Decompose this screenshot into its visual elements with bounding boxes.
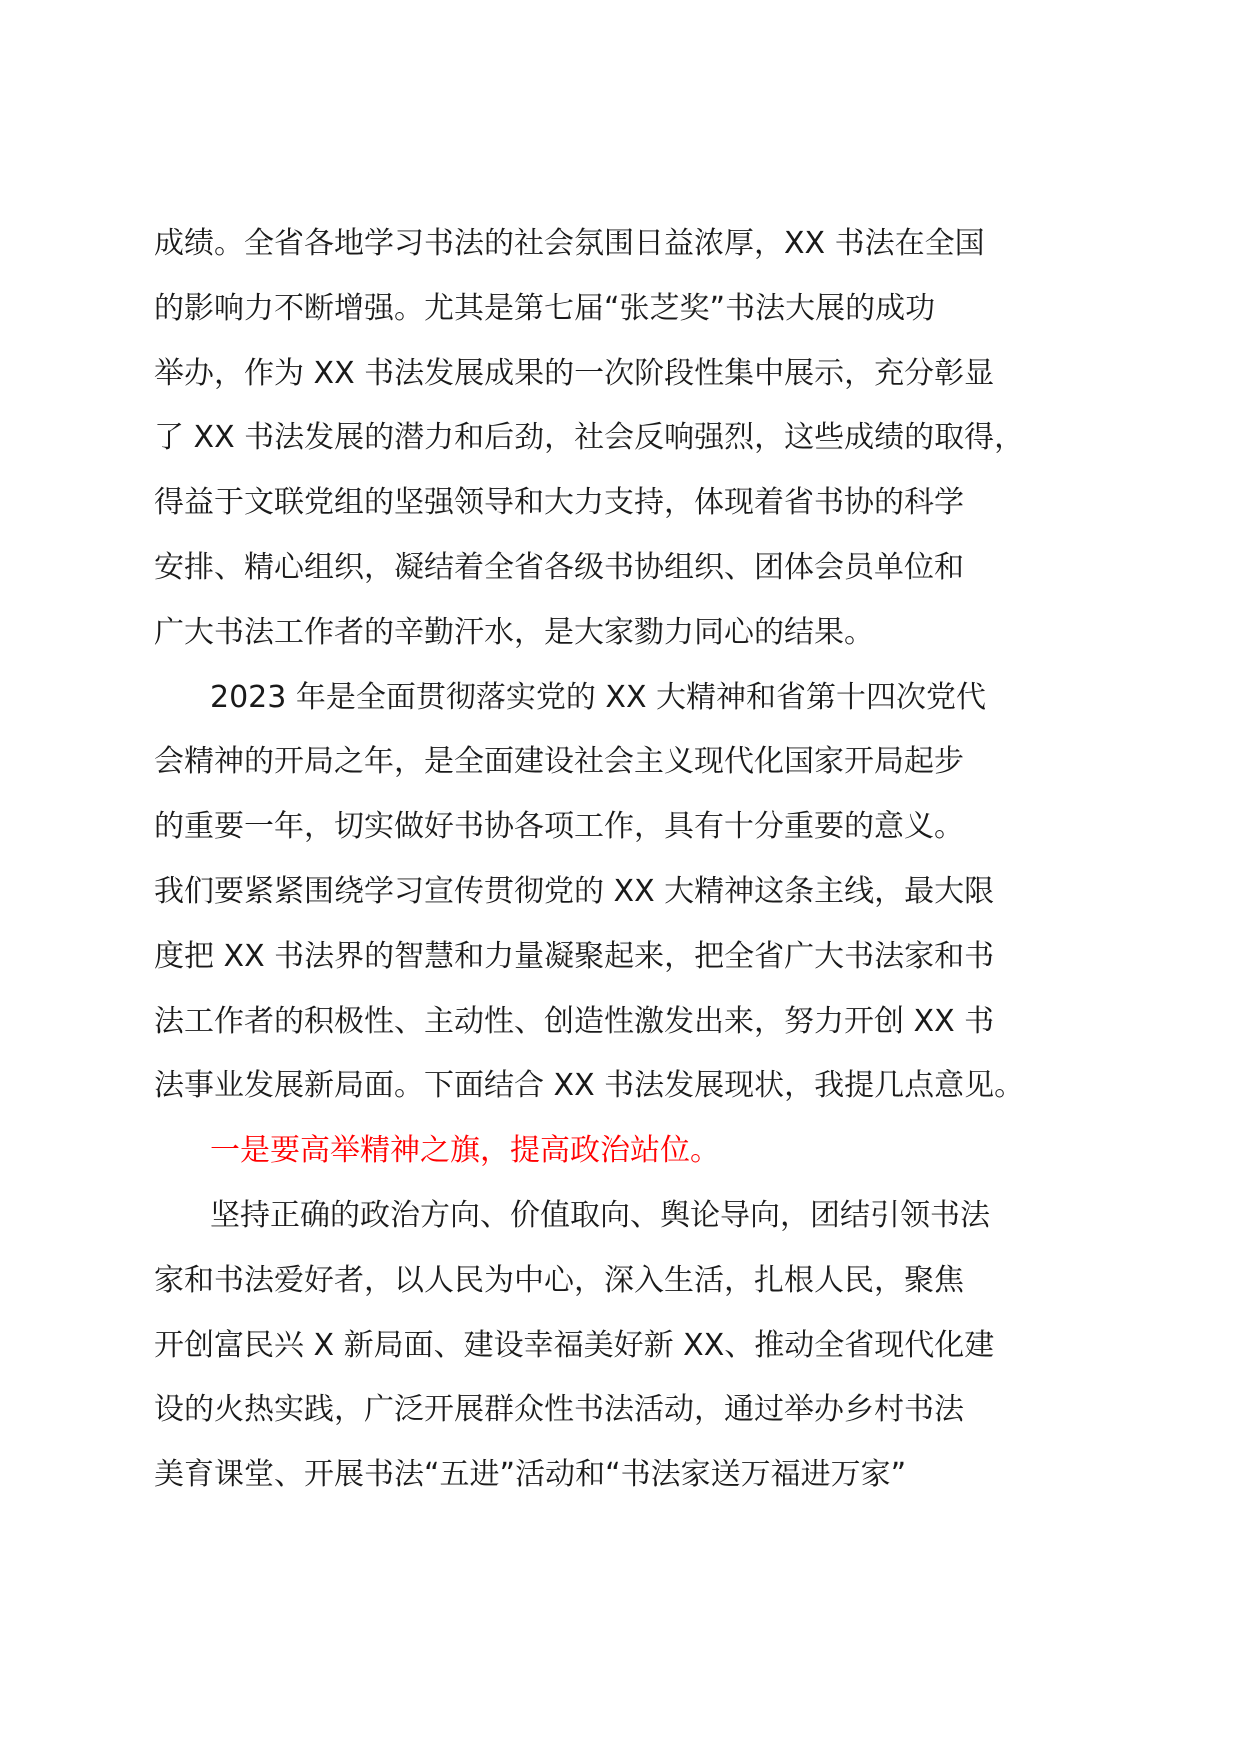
text-line: 的影响力不断增强。尤其是第七届“张芝奖”书法大展的成功 [154, 290, 936, 326]
text-line: 举办，作为 XX 书法发展成果的一次阶段性集中展示，充分彰显 [154, 355, 995, 391]
text-line: 设的火热实践，广泛开展群众性书法活动，通过举办乡村书法 [154, 1392, 964, 1428]
text-line: 会精神的开局之年，是全面建设社会主义现代化国家开局起步 [154, 744, 964, 780]
text-line: 开创富民兴 X 新局面、建设幸福美好新 XX、推动全省现代化建 [154, 1327, 995, 1363]
document-body [154, 212, 1114, 1508]
text-line: 得益于文联党组的坚强领导和大力支持，体现着省书协的科学 [154, 485, 964, 521]
text-line: 家和书法爱好者，以人民为中心，深入生活，扎根人民，聚焦 [154, 1262, 964, 1298]
text-line: 法工作者的积极性、主动性、创造性激发出来，努力开创 XX 书 [154, 1003, 995, 1039]
text-line: 广大书法工作者的辛勤汗水，是大家勠力同心的结果。 [154, 614, 874, 650]
text-line: 度把 XX 书法界的智慧和力量凝聚起来，把全省广大书法家和书 [154, 938, 995, 974]
text-line: 我们要紧紧围绕学习宣传贯彻党的 XX 大精神这条主线，最大限 [154, 873, 995, 909]
text-line: 美育课堂、开展书法“五进”活动和“书法家送万福进万家” [154, 1457, 907, 1493]
paragraph-start-line: 2023 年是全面贯彻落实党的 XX 大精神和省第十四次党代 [210, 679, 987, 715]
text-line: 了 XX 书法发展的潜力和后劲，社会反响强烈，这些成绩的取得， [154, 420, 1025, 456]
text-line: 法事业发展新局面。下面结合 XX 书法发展现状，我提几点意见。 [154, 1068, 1025, 1104]
text-line: 的重要一年，切实做好书协各项工作，具有十分重要的意义。 [154, 809, 964, 845]
paragraph-start-line: 坚持正确的政治方向、价值取向、舆论导向，团结引领书法 [210, 1197, 990, 1233]
text-line: 安排、精心组织，凝结着全省各级书协组织、团体会员单位和 [154, 549, 964, 585]
section-heading: 一是要高举精神之旗，提高政治站位。 [210, 1133, 720, 1169]
text-line: 成绩。全省各地学习书法的社会氛围日益浓厚，XX 书法在全国 [154, 226, 985, 261]
